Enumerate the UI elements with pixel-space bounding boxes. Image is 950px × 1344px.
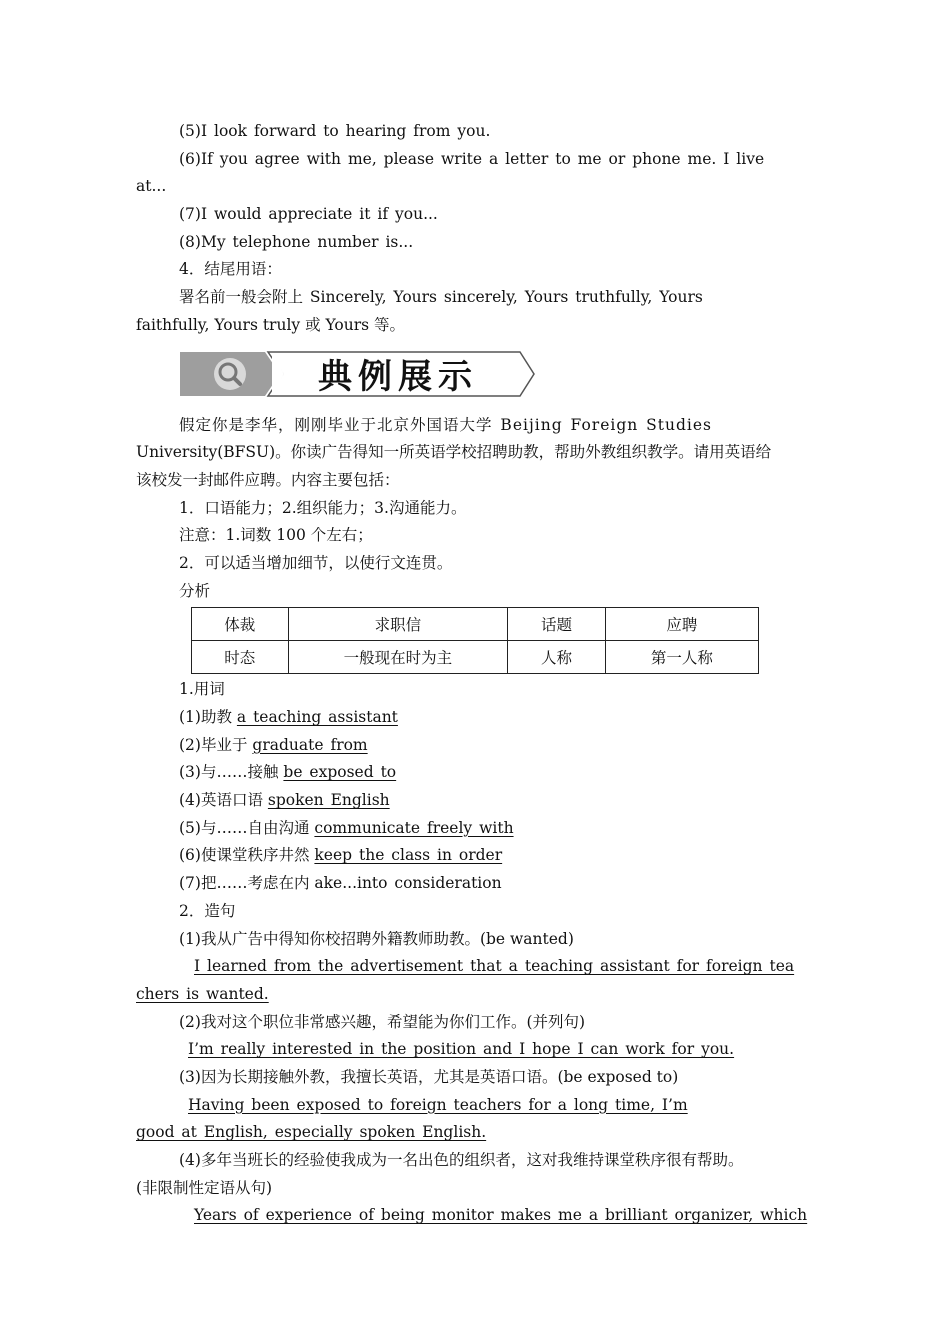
table-cell: 求职信 [288,608,508,641]
word-cn: (4)英语口语 [179,791,263,810]
sentence-question: (3)因为长期接触外教，我擅长英语，尤其是英语口语。(be exposed to) [179,1067,679,1086]
answer-text: I learned from the advertisement that a teaching assistant for foreign tea [194,957,795,976]
section-banner [180,348,814,406]
table-cell: 应聘 [605,608,758,641]
sentence-question-cont: (非限制性定语从句) [136,1178,273,1197]
document-page [136,118,814,1230]
sentence-answer [136,1036,814,1064]
word-cn: (7)把……考虑在内 [179,874,310,893]
word-cn: (3)与……接触 [179,763,279,782]
tip-line-5: (5)I look forward to hearing from you. [179,122,491,140]
analysis-table [191,607,759,674]
word-cn: (6)使课堂秩序井然 [179,846,310,865]
search-icon [214,358,246,390]
answer-text: Years of experience of being monitor makes me a brilliant organizer, which [194,1206,808,1225]
answer-text: I’m really interested in the position and I hope I can work for you. [188,1040,735,1059]
word-item [136,704,814,732]
word-item [136,759,814,787]
word-item [136,732,814,760]
table-cell: 体裁 [192,608,289,641]
answer-text: chers is wanted. [136,984,269,1003]
word-en: ake...into consideration [314,874,502,893]
tip-line-8: (8)My telephone number is... [179,232,414,251]
word-cn: (2)毕业于 [179,735,248,754]
closing-text-a: 署名前一般会附上 Sincerely, Yours sincerely, Yours truthfully, Yours [179,288,703,307]
word-cn: (1)助教 [179,708,232,726]
table-cell: 一般现在时为主 [288,641,508,674]
sentence-answer [136,1092,814,1120]
tip-line-6a: (6)If you agree with me, please write a letter to me or phone me. I live [179,149,765,168]
task-para-c: 该校发一封邮件应聘。内容主要包括： [136,470,400,489]
answer-text: good at English, especially spoken English. [136,1123,487,1142]
sentence-question: (4)多年当班长的经验使我成为一名出色的组织者，这对我维持课堂秩序很有帮助。 [179,1151,744,1169]
task-para-a: 假定你是李华，刚刚毕业于北京外国语大学 Beijing Foreign Studies [179,415,712,434]
sentence-answer [136,953,814,981]
sentence-question: (2)我对这个职位非常感兴趣，希望能为你们工作。(并列句) [179,1012,586,1031]
word-item [136,787,814,815]
tip-line-6b: at... [136,177,167,196]
word-cn: (5)与……自由沟通 [179,818,310,837]
sentence-answer [136,1202,814,1230]
word-en: be exposed to [283,763,397,782]
table-cell: 人称 [508,641,606,674]
words-heading: 1.用词 [179,680,225,699]
tip-line-7: (7)I would appreciate it if you... [179,205,438,224]
word-en: communicate freely with [314,818,514,837]
table-row [192,608,759,641]
word-en: spoken English [267,791,390,810]
analysis-label: 分析 [179,581,211,600]
word-en: graduate from [252,735,368,754]
word-item [136,842,814,870]
sentence-question: (1)我从广告中得知你校招聘外籍教师助教。(be wanted) [179,929,574,948]
sentence-answer [136,1119,814,1147]
task-note-2: 2．可以适当增加细节，以使行文连贯。 [179,553,453,572]
closing-heading: 4．结尾用语： [179,260,282,279]
word-en: keep the class in order [314,846,503,865]
task-note: 注意：1.词数 100 个左右； [179,526,373,545]
table-row [192,641,759,674]
word-item [136,870,814,898]
closing-text-b: faithfully, Yours truly 或 Yours 等。 [136,315,406,334]
table-cell: 第一人称 [605,641,758,674]
sentence-answer [136,981,814,1009]
word-en: a teaching assistant [236,708,398,726]
table-cell: 时态 [192,641,289,674]
sentences-heading: 2．造句 [179,901,236,920]
task-para-b: University(BFSU)。你读广告得知一所英语学校招聘助教，帮助外教组织教学。请用英语给 [136,443,772,462]
word-item [136,815,814,843]
answer-text: Having been exposed to foreign teachers for a long time, I’m [188,1095,688,1114]
banner-title: 典例展示 [318,356,478,397]
task-points: 1．口语能力；2.组织能力；3.沟通能力。 [179,498,467,517]
table-cell: 话题 [508,608,606,641]
